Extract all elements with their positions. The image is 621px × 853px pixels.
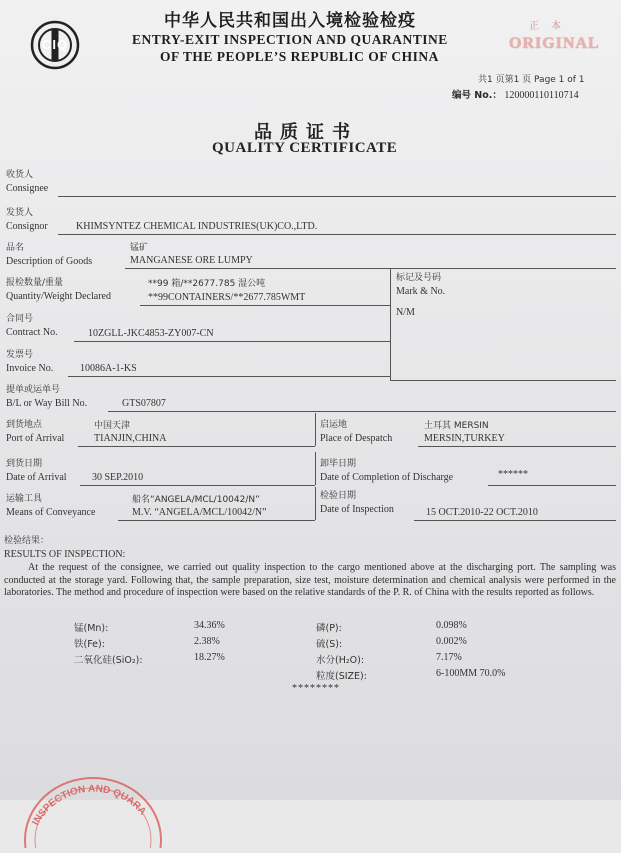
consignee-label: 收货人 Consignee bbox=[6, 170, 49, 194]
quantity-label: 报检数量/重量 Quantity/Weight Declared bbox=[6, 278, 111, 302]
quantity-value-cn: **99 箱/**2677.785 湿公吨 bbox=[148, 279, 266, 289]
page-info: 共1 页第1 页 Page 1 of 1 bbox=[478, 75, 585, 85]
inspection-stamp-icon bbox=[18, 758, 168, 848]
result-fe-value: 2.38% bbox=[194, 636, 220, 647]
arrival-port-value-cn: 中国天津 bbox=[94, 421, 131, 431]
result-mn-value: 34.36% bbox=[194, 620, 225, 631]
certificate-number-label: 编号 No.： bbox=[452, 90, 502, 101]
title-cn: 品质证书 bbox=[254, 122, 358, 143]
mark-label: 标记及号码 Mark & No. bbox=[396, 273, 446, 297]
bl-label: 提单或运单号 B/L or Way Bill No. bbox=[6, 385, 88, 409]
result-p-value: 0.098% bbox=[436, 620, 467, 631]
discharge-label: 卸毕日期 Date of Completion of Discharge bbox=[320, 459, 454, 483]
result-fe: 铁(Fe): bbox=[74, 639, 105, 650]
consignor-value: KHIMSYNTEZ CHEMICAL INDUSTRIES(UK)CO.,LTD. bbox=[76, 221, 318, 232]
invoice-value: 10086A-1-KS bbox=[80, 363, 137, 374]
results-paragraph: At the request of the consignee, we carried out quality inspection to the cargo mentioned above at the discharging port. The sampling was conducted at the storage yard. Following that, the sample preparation, size test, moisture determination and chemical analysis were performed in the laboratories. The method and procedure of inspection were based on the relative standards of the P. R. of China with the results reported as follows. bbox=[4, 562, 616, 598]
consignor-label: 发货人 Consignor bbox=[6, 208, 48, 232]
goods-label: 品名 Description of Goods bbox=[6, 243, 93, 267]
result-s-value: 0.002% bbox=[436, 636, 467, 647]
result-sio2-value: 18.27% bbox=[194, 652, 225, 663]
inspection-date-value: 15 OCT.2010-22 OCT.2010 bbox=[426, 507, 538, 518]
agency-name-en-line1: ENTRY-EXIT INSPECTION AND QUARANTINE bbox=[132, 32, 448, 47]
original-stamp-cn: 正本 bbox=[529, 21, 573, 32]
despatch-label: 启运地 Place of Despatch bbox=[320, 420, 393, 444]
quantity-value-en: **99CONTAINERS/**2677.785WMT bbox=[148, 292, 306, 303]
ciq-logo-text: CIQ bbox=[41, 37, 69, 52]
invoice-label: 发票号 Invoice No. bbox=[6, 350, 54, 374]
contract-label: 合同号 Contract No. bbox=[6, 314, 58, 338]
agency-name-cn: 中华人民共和国出入境检验检疫 bbox=[164, 11, 416, 31]
result-sio2: 二氧化硅(SiO₂): bbox=[74, 655, 143, 666]
result-s: 硫(S): bbox=[316, 639, 343, 650]
despatch-value-cn: 土耳其 MERSIN bbox=[424, 421, 489, 431]
result-mn: 锰(Mn): bbox=[74, 623, 109, 634]
goods-value-cn: 锰矿 bbox=[130, 243, 149, 253]
title-en: QUALITY CERTIFICATE bbox=[212, 140, 398, 156]
svg-text:INSPECTION AND QUARA bbox=[30, 784, 148, 828]
results-end-mark: ******** bbox=[292, 683, 340, 694]
conveyance-value-cn: 船名“ANGELA/MCL/10042/N” bbox=[132, 495, 260, 505]
discharge-value: ****** bbox=[498, 469, 528, 480]
result-h2o-value: 7.17% bbox=[436, 652, 462, 663]
arrival-date-value: 30 SEP.2010 bbox=[92, 472, 144, 483]
arrival-port-label: 到货地点 Port of Arrival bbox=[6, 420, 65, 444]
contract-value: 10ZGLL-JKC4853-ZY007-CN bbox=[88, 328, 214, 339]
agency-name-en-line2: OF THE PEOPLE’S REPUBLIC OF CHINA bbox=[160, 49, 439, 64]
original-stamp-en: ORIGINAL bbox=[509, 35, 600, 52]
ciq-logo bbox=[30, 20, 80, 70]
certificate-number-value: 120000110110714 bbox=[504, 90, 579, 101]
result-h2o: 水分(H₂O): bbox=[316, 655, 365, 666]
results-heading: 检验结果： RESULTS OF INSPECTION: bbox=[4, 536, 126, 560]
goods-value-en: MANGANESE ORE LUMPY bbox=[130, 255, 253, 266]
result-size-value: 6-100MM 70.0% bbox=[436, 668, 506, 679]
result-size: 粒度(SIZE): bbox=[316, 671, 367, 682]
arrival-port-value-en: TIANJIN,CHINA bbox=[94, 433, 167, 444]
conveyance-value-en: M.V. “ANGELA/MCL/10042/N” bbox=[132, 507, 267, 518]
inspection-stamp bbox=[18, 758, 168, 848]
bl-value: GTS07807 bbox=[122, 398, 166, 409]
certificate-number bbox=[452, 87, 579, 101]
result-p: 磷(P): bbox=[316, 623, 342, 634]
inspection-date-label: 检验日期 Date of Inspection bbox=[320, 491, 394, 515]
arrival-date-label: 到货日期 Date of Arrival bbox=[6, 459, 67, 483]
mark-value: N/M bbox=[396, 307, 415, 318]
conveyance-label: 运输工具 Means of Conveyance bbox=[6, 494, 96, 518]
despatch-value-en: MERSIN,TURKEY bbox=[424, 433, 505, 444]
stamp-text: INSPECTION AND QUARA bbox=[30, 783, 149, 828]
